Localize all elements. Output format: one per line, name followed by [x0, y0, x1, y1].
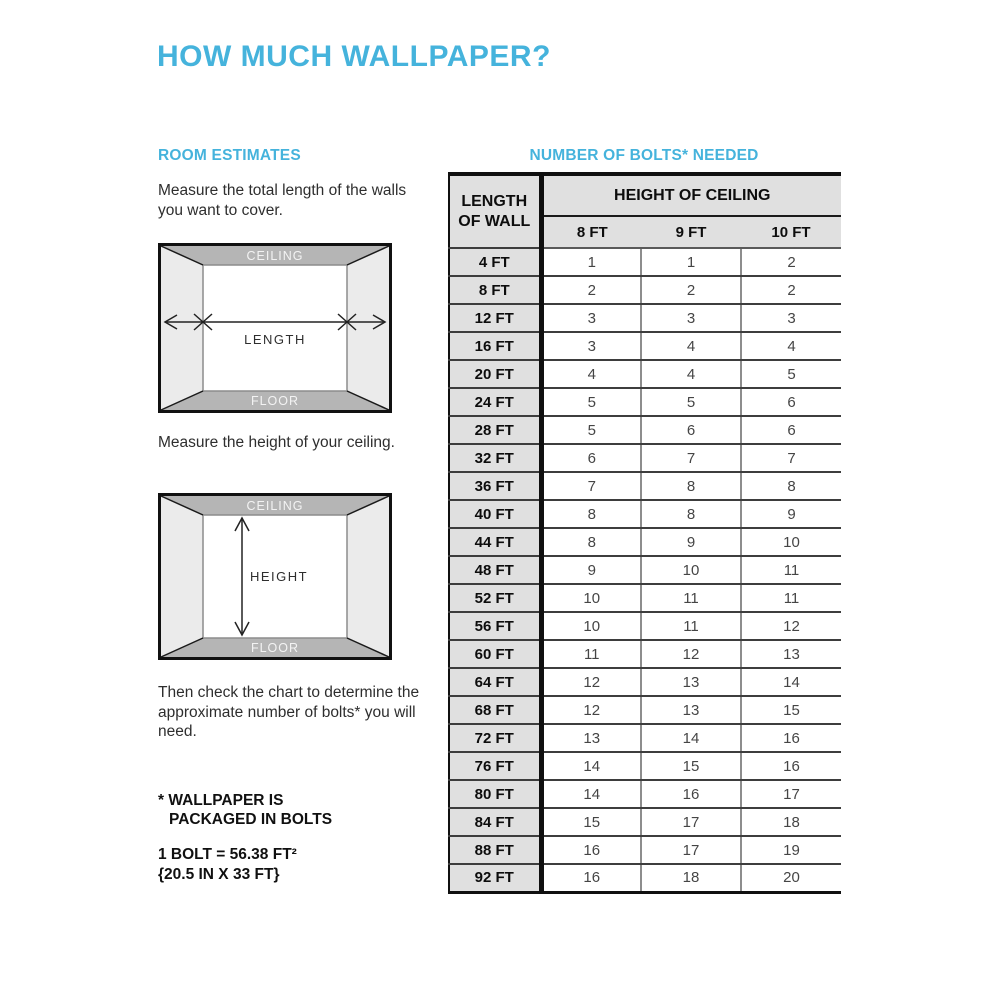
bolt-count-cell: 18	[641, 864, 741, 892]
ceiling-label: CEILING	[246, 249, 304, 263]
bolt-table	[448, 172, 841, 894]
measure-length-text: Measure the total length of the walls you want to cover.	[158, 182, 407, 219]
table-row	[449, 752, 841, 780]
table-row	[449, 780, 841, 808]
bolt-footnote	[158, 791, 332, 829]
bolt-count-cell: 10	[541, 612, 641, 640]
bolt-count-cell: 3	[641, 304, 741, 332]
bolt-count-cell: 3	[741, 304, 841, 332]
measure-height-text: Measure the height of your ceiling.	[158, 434, 395, 451]
table-row	[449, 528, 841, 556]
wall-length-cell: 80 FT	[449, 780, 541, 808]
table-row	[449, 248, 841, 276]
bolt-count-cell: 4	[641, 332, 741, 360]
table-row	[449, 640, 841, 668]
bolt-count-cell: 13	[641, 696, 741, 724]
bolt-count-cell: 6	[741, 416, 841, 444]
bolt-count-cell: 14	[741, 668, 841, 696]
table-row	[449, 696, 841, 724]
bolts-needed-heading: NUMBER OF BOLTS* NEEDED	[529, 147, 759, 164]
bolt-count-cell: 5	[541, 416, 641, 444]
bolt-count-cell: 16	[541, 864, 641, 892]
wall-length-cell: 76 FT	[449, 752, 541, 780]
bolt-count-cell: 17	[641, 836, 741, 864]
table-row	[449, 612, 841, 640]
bolt-count-cell: 10	[741, 528, 841, 556]
ceiling-label: CEILING	[246, 499, 304, 513]
wall-length-cell: 24 FT	[449, 388, 541, 416]
height-label: HEIGHT	[249, 569, 309, 584]
height-9ft-header: 9 FT	[641, 216, 741, 248]
wall-length-cell: 84 FT	[449, 808, 541, 836]
ceiling-height-diagram	[158, 493, 392, 660]
table-row	[449, 668, 841, 696]
table-row	[449, 836, 841, 864]
back-wall-panel	[203, 265, 347, 391]
bolt-count-cell: 16	[741, 752, 841, 780]
wall-length-cell: 36 FT	[449, 472, 541, 500]
bolt-count-cell: 11	[641, 612, 741, 640]
bolt-count-cell: 8	[541, 528, 641, 556]
bolt-count-cell: 1	[541, 248, 641, 276]
bolt-count-cell: 7	[541, 472, 641, 500]
bolt-count-cell: 6	[541, 444, 641, 472]
wall-length-cell: 92 FT	[449, 864, 541, 892]
page-title: HOW MUCH WALLPAPER?	[157, 40, 551, 73]
bolt-count-cell: 9	[641, 528, 741, 556]
height-8ft-header: 8 FT	[541, 216, 641, 248]
left-wall-panel	[161, 496, 203, 657]
bolt-count-cell: 7	[741, 444, 841, 472]
bolt-count-cell: 9	[741, 500, 841, 528]
bolt-count-cell: 8	[641, 472, 741, 500]
bolt-count-cell: 9	[541, 556, 641, 584]
bolt-count-cell: 12	[741, 612, 841, 640]
wall-length-cell: 56 FT	[449, 612, 541, 640]
bolt-count-cell: 16	[641, 780, 741, 808]
bolt-count-cell: 7	[641, 444, 741, 472]
table-row	[449, 360, 841, 388]
bolt-count-cell: 16	[741, 724, 841, 752]
bolt-count-cell: 13	[741, 640, 841, 668]
table-row	[449, 444, 841, 472]
wall-length-cell: 28 FT	[449, 416, 541, 444]
wall-length-cell: 32 FT	[449, 444, 541, 472]
bolt-size-line1: 1 BOLT = 56.38 FT²	[158, 846, 297, 863]
bolt-count-cell: 11	[741, 556, 841, 584]
bolt-count-cell: 17	[741, 780, 841, 808]
bolt-count-cell: 10	[541, 584, 641, 612]
bolt-count-cell: 15	[541, 808, 641, 836]
bolt-count-cell: 14	[641, 724, 741, 752]
bolt-count-cell: 8	[541, 500, 641, 528]
bolt-count-cell: 2	[741, 248, 841, 276]
wall-length-cell: 12 FT	[449, 304, 541, 332]
bolt-count-cell: 12	[541, 668, 641, 696]
bolt-count-cell: 2	[641, 276, 741, 304]
bolt-count-cell: 6	[741, 388, 841, 416]
wall-length-cell: 88 FT	[449, 836, 541, 864]
wall-length-cell: 68 FT	[449, 696, 541, 724]
bolt-count-cell: 13	[541, 724, 641, 752]
bolt-count-cell: 4	[541, 360, 641, 388]
wall-length-cell: 64 FT	[449, 668, 541, 696]
bolt-count-cell: 18	[741, 808, 841, 836]
wall-length-cell: 40 FT	[449, 500, 541, 528]
bolt-table-header	[449, 174, 841, 248]
wall-length-cell: 72 FT	[449, 724, 541, 752]
floor-label: FLOOR	[250, 641, 300, 655]
length-of-wall-header: LENGTH OF WALL	[449, 174, 541, 248]
table-row	[449, 556, 841, 584]
bolt-count-cell: 15	[741, 696, 841, 724]
bolt-count-cell: 3	[541, 332, 641, 360]
table-row	[449, 472, 841, 500]
bolt-count-cell: 17	[641, 808, 741, 836]
wall-length-cell: 20 FT	[449, 360, 541, 388]
bolt-count-cell: 12	[641, 640, 741, 668]
bolt-count-cell: 16	[541, 836, 641, 864]
bolt-count-cell: 8	[741, 472, 841, 500]
bolt-count-cell: 8	[641, 500, 741, 528]
table-row	[449, 808, 841, 836]
table-row	[449, 724, 841, 752]
wall-length-cell: 44 FT	[449, 528, 541, 556]
bolt-count-cell: 5	[741, 360, 841, 388]
wall-length-cell: 4 FT	[449, 248, 541, 276]
table-row	[449, 332, 841, 360]
room-estimates-heading: ROOM ESTIMATES	[158, 147, 301, 164]
table-row	[449, 500, 841, 528]
table-row	[449, 864, 841, 892]
bolt-count-cell: 14	[541, 780, 641, 808]
table-row	[449, 304, 841, 332]
bolt-count-cell: 1	[641, 248, 741, 276]
bolt-count-cell: 5	[541, 388, 641, 416]
bolt-count-cell: 11	[741, 584, 841, 612]
bolt-count-cell: 2	[741, 276, 841, 304]
bolt-count-cell: 4	[741, 332, 841, 360]
floor-label: FLOOR	[250, 394, 300, 408]
bolt-count-cell: 12	[541, 696, 641, 724]
right-wall-panel	[347, 496, 389, 657]
table-row	[449, 416, 841, 444]
bolt-count-cell: 15	[641, 752, 741, 780]
bolt-count-cell: 6	[641, 416, 741, 444]
bolt-count-cell: 3	[541, 304, 641, 332]
room-length-diagram	[158, 243, 392, 413]
wall-length-cell: 60 FT	[449, 640, 541, 668]
bolt-count-cell: 4	[641, 360, 741, 388]
bolt-count-cell: 11	[541, 640, 641, 668]
bolt-count-cell: 13	[641, 668, 741, 696]
table-row	[449, 276, 841, 304]
footnote-line2: PACKAGED IN BOLTS	[169, 811, 333, 828]
wall-length-cell: 48 FT	[449, 556, 541, 584]
bolt-count-cell: 2	[541, 276, 641, 304]
check-chart-text: Then check the chart to determine the approximate number of bolts* you will need.	[158, 684, 420, 740]
length-label: LENGTH	[244, 332, 306, 347]
wall-length-cell: 52 FT	[449, 584, 541, 612]
bolt-count-cell: 20	[741, 864, 841, 892]
bolt-count-cell: 10	[641, 556, 741, 584]
height-10ft-header: 10 FT	[741, 216, 841, 248]
footnote-line1: * WALLPAPER IS	[158, 792, 284, 809]
bolt-table-body	[449, 248, 841, 892]
bolt-count-cell: 14	[541, 752, 641, 780]
wall-length-cell: 16 FT	[449, 332, 541, 360]
bolt-count-cell: 5	[641, 388, 741, 416]
bolt-size-line2: {20.5 IN X 33 FT}	[158, 866, 280, 883]
bolt-size-info	[158, 845, 297, 885]
table-row	[449, 584, 841, 612]
height-of-ceiling-header: HEIGHT OF CEILING	[541, 174, 841, 216]
table-row	[449, 388, 841, 416]
bolt-count-cell: 11	[641, 584, 741, 612]
bolt-count-cell: 19	[741, 836, 841, 864]
wall-length-cell: 8 FT	[449, 276, 541, 304]
